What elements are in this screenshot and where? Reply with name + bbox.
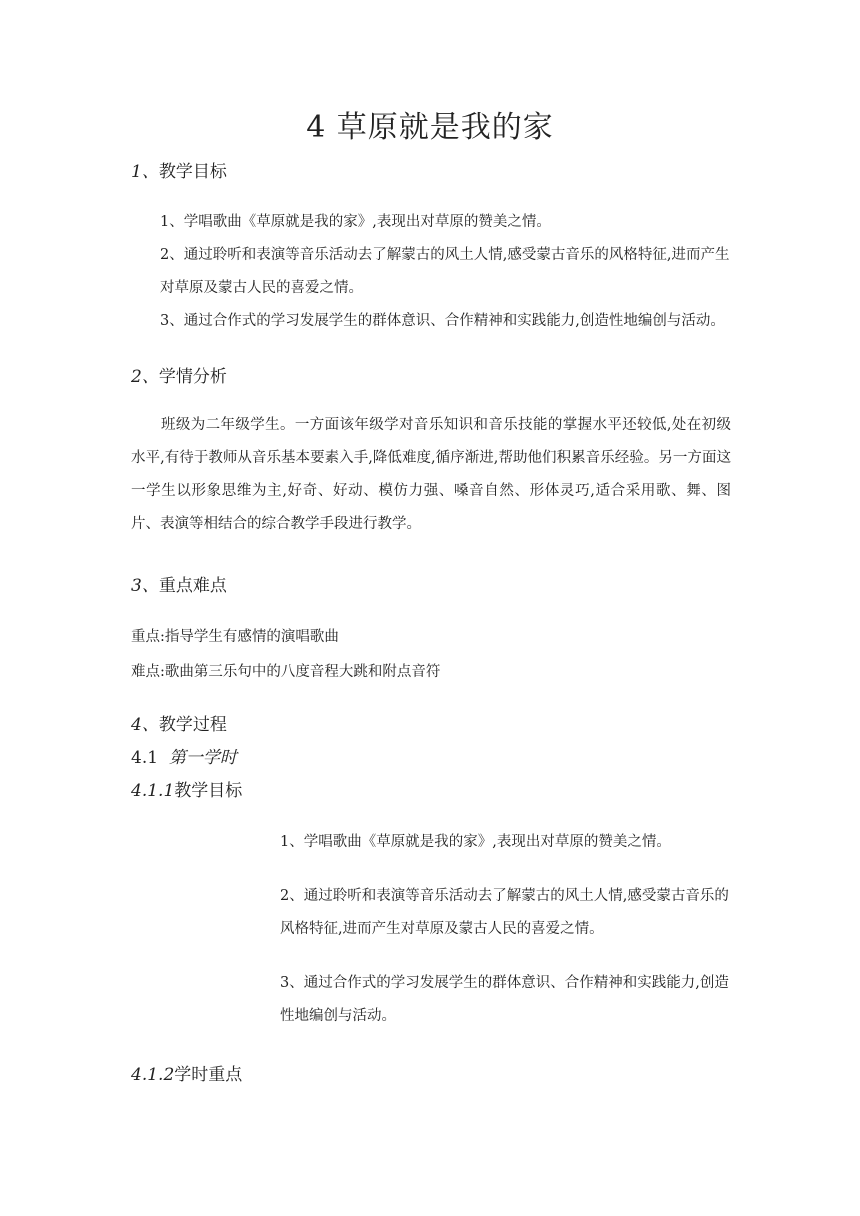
goal-label: 教学目标 [174,781,243,801]
lesson-goal-item: 2、通过聆听和表演等音乐活动去了解蒙古的风土人情,感受蒙古音乐的风格特征,进而产生对草原及蒙古人民的喜爱之情。 [280,888,729,937]
lesson-number: 4.1 [131,748,159,768]
difficulty-point: 难点:歌曲第三乐句中的八度音程大跳和附点音符 [131,664,441,680]
lesson-focus-heading [131,1060,242,1085]
lesson-goal-item: 3、通过合作式的学习发展学生的群体意识、合作精神和实践能力,创造性地编创与活动。 [280,975,729,1024]
section-number: 1、 [131,162,159,182]
section-number: 2、 [131,367,159,387]
section-label: 教学过程 [158,715,227,735]
objective-item: 1、学唱歌曲《草原就是我的家》,表现出对草原的赞美之情。 [160,214,551,230]
objective-item: 2、通过聆听和表演等音乐活动去了解蒙古的风土人情,感受蒙古音乐的风格特征,进而产生对草原及蒙古人民的喜爱之情。 [160,247,730,296]
document-title: 4 草原就是我的家 [306,110,554,145]
objectives-list [160,206,740,338]
goal-number: 4.1.1 [131,781,175,801]
section-number: 4、 [131,715,159,735]
section-label: 重点难点 [158,576,227,596]
section-heading-key-points [131,571,227,596]
lesson-goal-item: 1、学唱歌曲《草原就是我的家》,表现出对草原的赞美之情。 [280,834,671,850]
focus-label: 学时重点 [174,1065,243,1085]
focus-point: 重点:指导学生有感情的演唱歌曲 [131,629,339,645]
lesson-label: 第一学时 [168,748,237,768]
focus-number: 4.1.2 [131,1065,175,1085]
section-label: 学情分析 [158,367,227,387]
section-number: 3、 [131,576,159,596]
section-heading-objectives [131,157,227,182]
lesson-goal-heading [131,776,242,801]
analysis-text: 班级为二年级学生。一方面该年级学对音乐知识和音乐技能的掌握水平还较低,处在初级水平,有待于教师从音乐基本要素入手,降低难度,循序渐进,帮助他们积累音乐经验。另一方面这一学生以形象思维为主,好奇、好动、模仿力强、嗓音自然、形体灵巧,适合采用歌、舞、图片、表演等相结合的综合教学手段进行教学。 [131,417,731,532]
analysis-paragraph [131,409,731,541]
lesson-heading [131,743,237,768]
objective-item: 3、通过合作式的学习发展学生的群体意识、合作精神和实践能力,创造性地编创与活动。 [160,313,725,329]
section-heading-process [131,710,227,735]
section-label: 教学目标 [158,162,227,182]
section-heading-analysis [131,362,227,387]
